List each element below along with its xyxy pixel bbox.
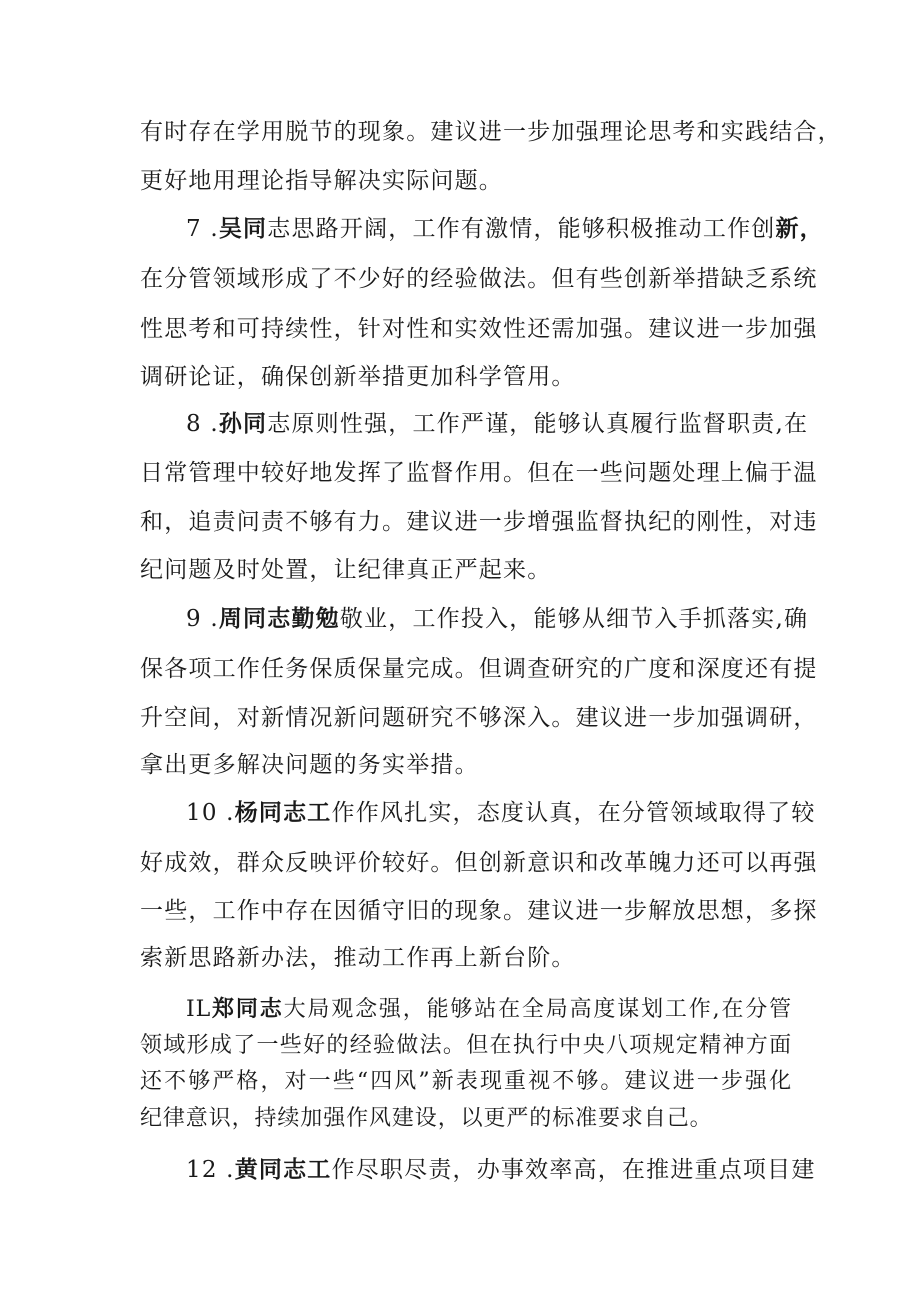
bold-text-segment: 杨同志工 [234,799,332,826]
text-segment: 大局观念强，能够站在全局高度谋划工作,在分管 [283,997,793,1022]
paragraph-11-line-4 [0,1104,920,1134]
text-segment: 7 . [186,216,219,242]
bold-text-segment: 周同志勤勉 [218,605,340,632]
text-segment: 9 . [186,606,219,632]
text-segment: 拿出更多解决问题的务实举措。 [140,752,479,778]
paragraph-8-line-1 [0,409,920,439]
paragraph-7-line-2 [0,264,920,294]
text-line-2 [0,166,920,196]
text-segment: 作尽职尽责，办事效率高，在推进重点项目建 [331,1157,816,1183]
paragraph-7-line-3 [0,314,920,344]
paragraph-10-line-2 [0,848,920,878]
text-segment: 纪律意识，持续加强作风建设，以更严的标准要求自己。 [140,1106,713,1131]
text-segment: 纪问题及时处置，让纪律真正严起来。 [140,557,552,583]
bold-text-segment: 吴同 [218,215,268,242]
paragraph-11-line-3 [0,1067,920,1097]
paragraph-11-line-1 [0,994,920,1025]
text-segment: 10 . [186,800,235,826]
text-line-1 [0,117,920,147]
paragraph-9-line-2 [0,654,920,684]
paragraph-7-line-1 [0,214,920,244]
text-segment: 志原则性强，工作严谨，能够认真履行监督职责,在 [267,411,809,437]
text-segment: 还不够严格，对一些“四风”新表现重视不够。建议进一步强化 [140,1069,792,1094]
text-segment: 有时存在学用脱节的现象。建议进一步加强理论思考和实践结合， [140,119,842,145]
text-segment: 更好地用理论指导解决实际问题。 [140,168,503,194]
text-segment: 志思路开阔，工作有激情，能够积极推动工作创 [267,216,776,242]
text-segment: 好成效，群众反映评价较好。但创新意识和改革魄力还可以再强 [140,850,818,876]
bold-text-segment: 郑同志 [211,996,284,1022]
paragraph-8-line-2 [0,458,920,488]
text-segment: 和，追责问责不够有力。建议进一步增强监督执纪的刚性，对违 [140,509,818,535]
paragraph-7-line-4 [0,362,920,392]
bold-text-segment: 黄同志工 [234,1156,332,1183]
paragraph-9-line-4 [0,750,920,780]
text-segment: IL [186,997,212,1022]
paragraph-12-line-1 [0,1155,920,1185]
paragraph-8-line-3 [0,507,920,537]
text-segment: 敬业，工作投入，能够从细节入手抓落实,确 [339,606,809,632]
text-segment: 保各项工作任务保质保量完成。但调查研究的广度和深度还有提 [140,656,818,682]
text-segment: 性思考和可持续性，针对性和实效性还需加强。建议进一步加强 [140,316,818,342]
text-segment: 8 . [186,411,219,437]
text-segment: 12 . [186,1157,235,1183]
text-segment: 升空间，对新情况新问题研究不够深入。建议进一步加强调研， [140,705,818,731]
text-segment: 一些，工作中存在因循守旧的现象。建议进一步解放思想，多探 [140,898,818,924]
paragraph-10-line-4 [0,943,920,973]
text-segment: 领域形成了一些好的经验做法。但在执行中央八项规定精神方面 [140,1033,792,1058]
bold-text-segment: 新， [775,215,824,242]
text-segment: 作作风扎实，态度认真，在分管领域取得了较 [331,800,816,826]
text-segment: 日常管理中较好地发挥了监督作用。但在一些问题处理上偏于温 [140,460,818,486]
paragraph-11-line-2 [0,1031,920,1061]
text-segment: 在分管领域形成了不少好的经验做法。但有些创新举措缺乏系统 [140,266,818,292]
paragraph-9-line-3 [0,703,920,733]
paragraph-10-line-3 [0,896,920,926]
paragraph-8-line-4 [0,555,920,585]
text-segment: 索新思路新办法，推动工作再上新台阶。 [140,945,576,971]
paragraph-9-line-1 [0,604,920,634]
bold-text-segment: 孙同 [218,410,268,437]
paragraph-10-line-1 [0,798,920,828]
text-segment: 调研论证，确保创新举措更加科学管用。 [140,364,576,390]
